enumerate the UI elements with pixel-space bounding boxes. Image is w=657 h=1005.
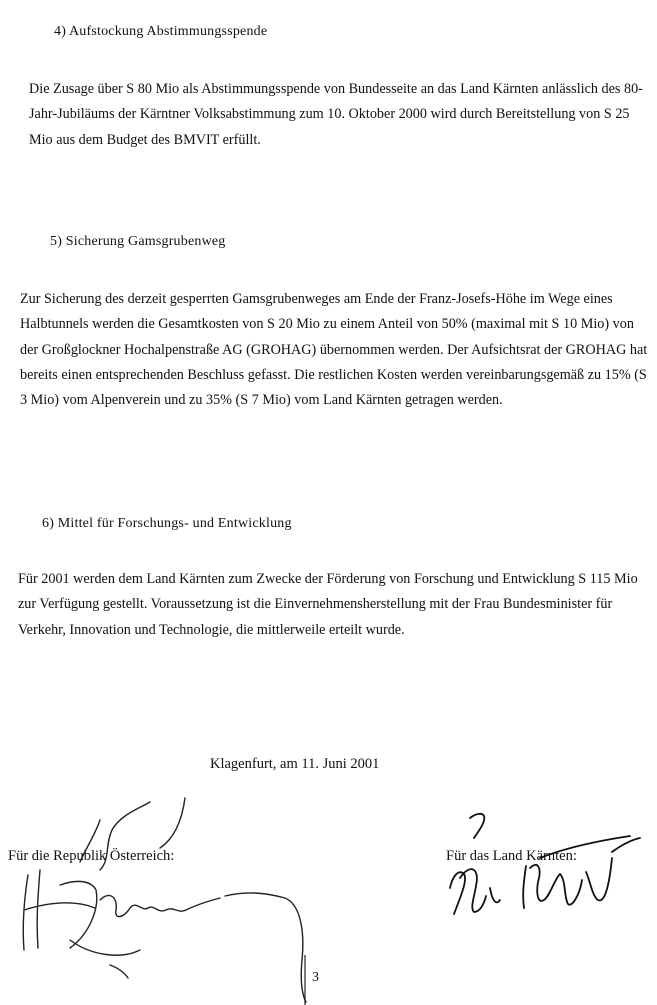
signature-left	[0, 790, 320, 1005]
page-number: 3	[312, 970, 319, 985]
margin-mark	[300, 955, 310, 1005]
section-6-body: Für 2001 werden dem Land Kärnten zum Zwecke der Förderung von Forschung und Entwicklung S 115 Mio zur Verfügung gestellt. Voraussetzung ist die Einvernehmensherstellung mit der Frau Bundesminister für Verkehr, Innovation und Technologie, die mittlerweile erteilt wurde.	[18, 571, 638, 638]
signature-right	[430, 808, 650, 928]
section-6-heading: 6) Mittel für Forschungs- und Entwicklung	[42, 516, 292, 531]
section-4-heading: 4) Aufstockung Abstimmungsspende	[54, 24, 268, 39]
section-5-heading: 5) Sicherung Gamsgrubenweg	[50, 234, 226, 249]
place-and-date: Klagenfurt, am 11. Juni 2001	[210, 756, 380, 772]
signature-label-carinthia: Für das Land Kärnten:	[446, 848, 577, 864]
section-5-body: Zur Sicherung des derzeit gesperrten Gamsgrubenweges am Ende der Franz-Josefs-Höhe im Wege eines Halbtunnels werden die Gesamtkosten von S 20 Mio zu einem Anteil von 50% (maximal mit S 10 Mio) von der Großglockner Hochalpenstraße AG (GROHAG) übernommen werden. Der Aufsichtsrat der GROHAG hat bereits einen entsprechenden Beschluss gefasst. Die restlichen Kosten werden vereinbarungsgemäß zu 15% (S 3 Mio) vom Alpenverein und zu 35% (S 7 Mio) vom Land Kärnten getragen werden.	[20, 291, 648, 409]
signature-label-austria: Für die Republik Österreich:	[8, 848, 175, 864]
section-4-body: Die Zusage über S 80 Mio als Abstimmungsspende von Bundesseite an das Land Kärnten anlässlich des 80-Jahr-Jubiläums der Kärntner Volksabstimmung zum 10. Oktober 2000 wird durch Bereitstellung von S 25 Mio aus dem Budget des BMVIT erfüllt.	[29, 81, 643, 148]
